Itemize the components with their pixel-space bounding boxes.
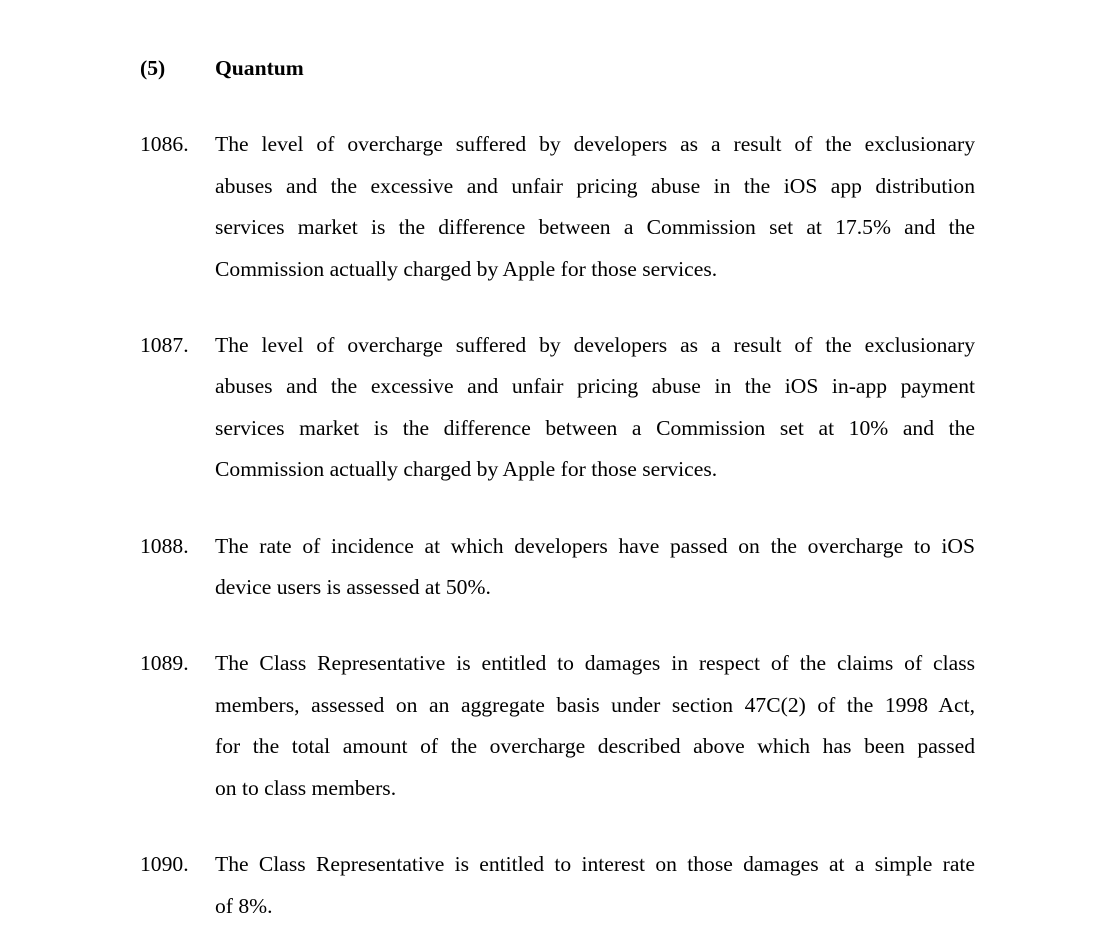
paragraph-1089 [140, 643, 975, 809]
text-line: The rate of incidence at which developers have passed on the overcharge to iOS [215, 533, 975, 558]
section-heading-number: (5) [140, 56, 166, 80]
text-line: device users is assessed at 50%. [215, 575, 491, 600]
paragraph-text [215, 526, 975, 609]
text-line: abuses and the excessive and unfair pricing abuse in the iOS in-app payment [215, 374, 975, 399]
text-line: Commission actually charged by Apple for those services. [215, 457, 718, 482]
text-line: Commission actually charged by Apple for those services. [215, 256, 718, 281]
paragraph-number: 1087. [140, 333, 189, 358]
text-line: The Class Representative is entitled to interest on those damages at a simple rate [215, 852, 975, 877]
paragraph-1087 [140, 325, 975, 491]
text-line: The level of overcharge suffered by developers as a result of the exclusionary [215, 333, 975, 358]
text-line: services market is the difference between a Commission set at 10% and the [215, 415, 975, 440]
paragraph-number: 1090. [140, 852, 189, 877]
paragraph-text [215, 643, 975, 809]
paragraph-1088 [140, 526, 975, 609]
paragraph-1086 [140, 124, 975, 290]
paragraph-number: 1089. [140, 651, 189, 676]
paragraph-1090 [140, 844, 975, 927]
text-line: on to class members. [215, 775, 397, 800]
paragraph-text [215, 124, 975, 290]
text-line: for the total amount of the overcharge described above which has been passed [215, 734, 975, 759]
paragraph-text [215, 325, 975, 491]
paragraph-text [215, 844, 975, 927]
section-heading-title: Quantum [215, 56, 304, 80]
paragraph-number: 1086. [140, 132, 189, 157]
text-line: The Class Representative is entitled to damages in respect of the claims of class [215, 651, 975, 676]
section-heading [140, 48, 975, 89]
text-line: abuses and the excessive and unfair pricing abuse in the iOS app distribution [215, 173, 975, 198]
text-line: members, assessed on an aggregate basis under section 47C(2) of the 1998 Act, [215, 692, 975, 717]
text-line: services market is the difference between a Commission set at 17.5% and the [215, 215, 975, 240]
text-line: of 8%. [215, 893, 273, 918]
paragraph-number: 1088. [140, 533, 189, 558]
text-line: The level of overcharge suffered by developers as a result of the exclusionary [215, 132, 975, 157]
